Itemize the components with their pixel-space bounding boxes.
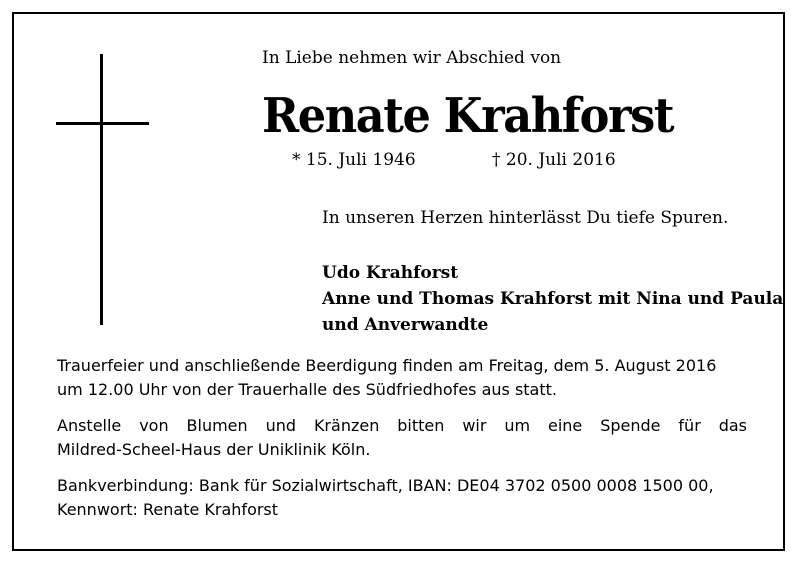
cross-icon-vertical xyxy=(100,54,103,325)
bank-info xyxy=(57,474,747,522)
family-list xyxy=(322,260,783,338)
donation-line: Mildred-Scheel-Haus der Uniklinik Köln. xyxy=(57,440,371,459)
birth-date: * 15. Juli 1946 xyxy=(292,150,416,170)
family-member: und Anverwandte xyxy=(322,315,489,335)
obituary-notice xyxy=(12,12,785,551)
life-dates xyxy=(292,150,616,170)
deceased-name: Renate Krahforst xyxy=(262,88,674,144)
death-date: † 20. Juli 2016 xyxy=(492,150,616,170)
funeral-line: Trauerfeier und anschließende Beerdigung finden am Freitag, dem 5. August 2016 xyxy=(57,356,717,375)
funeral-info xyxy=(57,354,747,402)
family-member: Udo Krahforst xyxy=(322,263,459,283)
family-member: Anne und Thomas Krahforst mit Nina und Paula xyxy=(322,289,784,309)
cross-icon-horizontal xyxy=(56,122,149,125)
bank-line: Kennwort: Renate Krahforst xyxy=(57,500,279,519)
funeral-line: um 12.00 Uhr von der Trauerhalle des Südfriedhofes aus statt. xyxy=(57,380,557,399)
donation-line: Anstelle von Blumen und Kränzen bitten wir um eine Spende für das xyxy=(57,416,747,435)
memorial-quote: In unseren Herzen hinterlässt Du tiefe Spuren. xyxy=(322,208,729,228)
bank-line: Bankverbindung: Bank für Sozialwirtschaft, IBAN: DE04 3702 0500 0008 1500 00, xyxy=(57,476,714,495)
donation-info xyxy=(57,414,747,462)
intro-line: In Liebe nehmen wir Abschied von xyxy=(262,48,562,68)
